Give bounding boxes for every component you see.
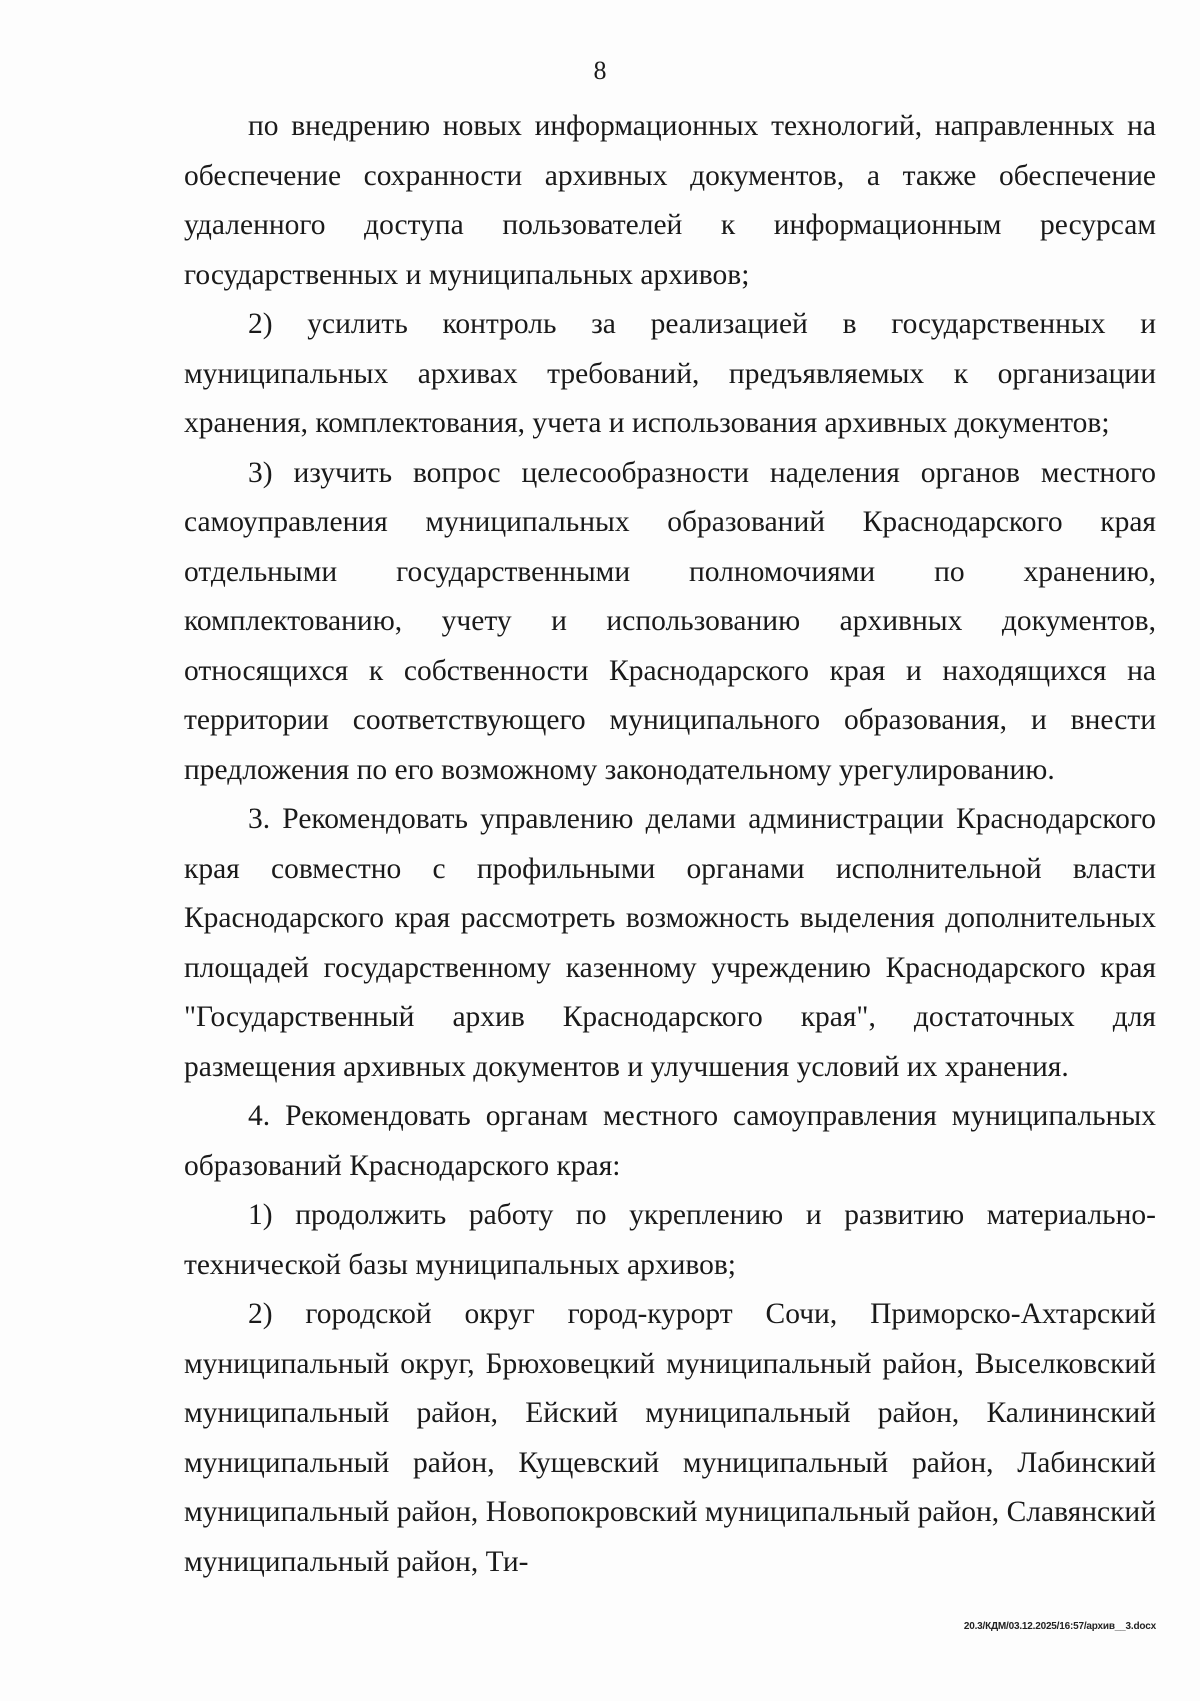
paragraph: 1) продолжить работу по укреплению и развитию материально-технической базы муниципальных архивов;	[184, 1199, 1156, 1281]
footer-file-stamp: 20.3/КДМ/03.12.2025/16:57/архив__3.docx	[963, 1621, 1156, 1632]
page-number: 8	[593, 56, 607, 85]
paragraph: 4. Рекомендовать органам местного самоуправления муниципальных образований Краснодарского края:	[184, 1100, 1156, 1182]
paragraph: 2) усилить контроль за реализацией в государственных и муниципальных архивах требований, предъявляемых к организации хранения, комплектования, учета и использования архивных документов;	[184, 308, 1156, 439]
paragraph: по внедрению новых информационных технологий, направленных на обеспечение сохранности архивных документов, а также обеспечение удаленного доступа пользователей к информационным ресурсам государственных и муниципальных архивов;	[184, 110, 1156, 291]
paragraph: 3) изучить вопрос целесообразности наделения органов местного самоуправления муниципальных образований Краснодарского края отдельными государственными полномочиями по хранению, комплектованию, учету и использованию архивных документов, относящихся к собственности Краснодарского края и находящихся на территории соответствующего муниципального образования, и внести предложения по его возможному законодательному урегулированию.	[184, 456, 1156, 786]
document-body	[184, 102, 1156, 1587]
paragraph: 2) городской округ город-курорт Сочи, Приморско-Ахтарский муниципальный округ, Брюховецкий муниципальный район, Выселковский муниципальный район, Ейский муниципальный район, Калининский муниципальный район, Кущевский муниципальный район, Лабинский муниципальный район, Новопокровский муниципальный район, Славянский муниципальный район, Ти-	[184, 1298, 1156, 1578]
paragraph: 3. Рекомендовать управлению делами администрации Краснодарского края совместно с профильными органами исполнительной власти Краснодарского края рассмотреть возможность выделения дополнительных площадей государственному казенному учреждению Краснодарского края "Государственный архив Краснодарского края", достаточных для размещения архивных документов и улучшения условий их хранения.	[184, 803, 1156, 1083]
